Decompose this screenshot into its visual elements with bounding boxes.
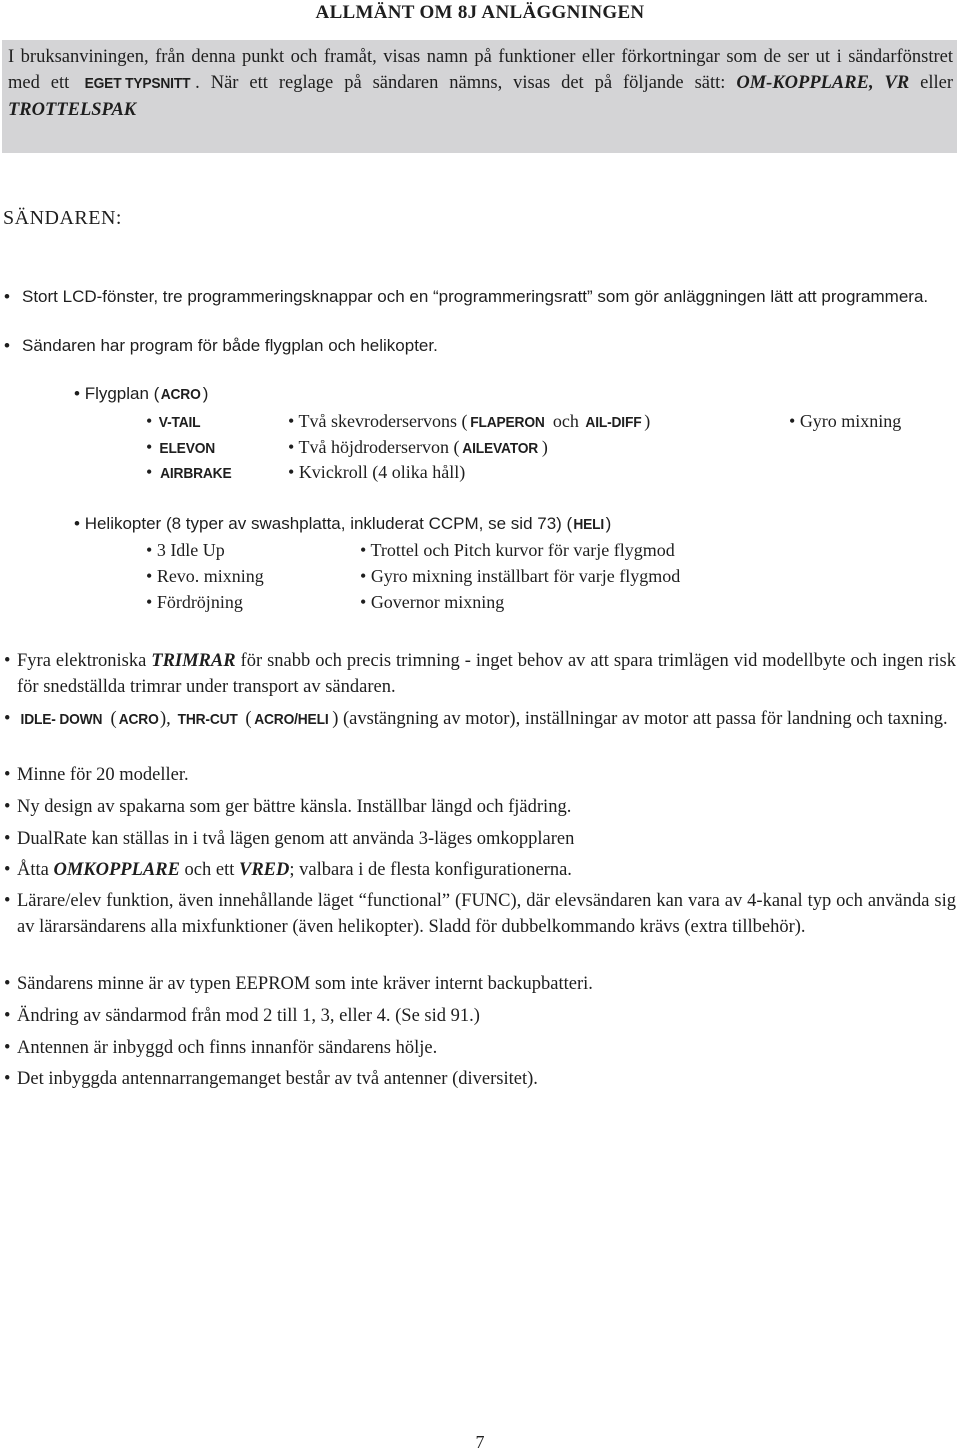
heli-heading: • Helikopter (8 typer av swashplatta, inkluderat CCPM, se sid 73) (HELI) [74,514,612,533]
intro-paragraph [8,44,953,123]
page-title: ALLMÄNT OM 8J ANLÄGGNINGEN [315,2,645,23]
list-item-text: Lärare/elev funktion, även innehållande läget “functional” (FUNC), där elevsändaren kan vara av 4-kanal typ och använda sig av lärarsändarens alla mixfunktioner (även helikopter). Sladd för dubbelkommando krävs (extra tillbehör). [17,891,956,937]
list-item [4,794,956,820]
intro-text-3: eller [909,73,954,93]
page-number: 7 [475,1432,485,1452]
airplane-feature: • ELEVON [146,437,215,457]
airplane-feature: • Kvickroll (4 olika håll) [288,462,466,482]
bullet-icon: • [4,336,10,355]
bullet-icon: • [288,437,295,457]
list-item [4,762,956,788]
list-item-text: Det inbyggda antennarrangemanget består av två antenner (diversitet). [17,1069,538,1089]
bullet-icon: • [146,437,153,457]
list-item [4,888,956,940]
list-item [4,971,956,997]
list-item-text: Fyra elektroniska TRIMRAR för snabb och precis trimning - inget behov av att spara trimlägen vid modellbyte och ingen risk för snedställda trimrar under transport av sändaren. [17,651,957,697]
bullet-icon: • [4,891,11,911]
bullet-icon: • [146,566,153,586]
bullet-icon: • [4,651,11,671]
airplane-feature: • Två höjdroderservon ( AILEVATOR ) [288,437,548,457]
bullet-icon: • [74,384,80,403]
list-item [4,1003,956,1029]
heli-feature: • Trottel och Pitch kurvor för varje flygmod [360,540,675,560]
font-term: EGET TYPSNITT [84,75,191,92]
bullet-icon: • [4,709,11,729]
list-item-text: Stort LCD-fönster, tre programmeringsknappar och en “programmeringsratt” som gör anläggningen lätt att programmera. [22,287,929,306]
bullet-icon: • [4,287,10,306]
bullet-icon: • [4,1069,11,1089]
heli-feature: • Governor mixning [360,592,505,612]
acro-term: ACRO [161,386,201,403]
stick-term: TROTTELSPAK [8,100,137,120]
section-heading: SÄNDAREN: [3,207,122,229]
bullet-icon: • [4,829,11,849]
bullet-icon: • [360,540,367,560]
bullet-icon: • [146,411,153,431]
switch-term: OM-KOPPLARE, VR [736,73,910,93]
bullet-icon: • [74,514,80,533]
bullet-icon: • [4,1006,11,1026]
airplane-feature: • V-TAIL [146,411,201,431]
airplane-feature: • AIRBRAKE [146,462,232,482]
heli-term: HELI [573,516,605,533]
bullet-icon: • [4,1038,11,1058]
list-item [4,706,956,733]
bullet-icon: • [146,592,153,612]
bullet-icon: • [4,974,11,994]
list-item [4,333,956,359]
airplane-feature: • Gyro mixning [789,411,902,431]
list-item-text: DualRate kan ställas in i två lägen genom att använda 3-läges omkopplaren [17,829,575,849]
heli-feature: • Revo. mixning [146,566,264,586]
bullet-icon: • [288,462,295,482]
bullet-icon: • [288,411,295,431]
list-item-text: Minne för 20 modeller. [17,765,189,785]
list-item-text: Ny design av spakarna som ger bättre känsla. Inställbar längd och fjädring. [17,797,572,817]
list-item [4,1066,956,1092]
intro-text-1: I bruksanviningen, från denna punkt och framåt, visas namn på funktioner eller förkortningar som de ser ut i sändarfönstret med ett [8,47,953,93]
airplane-feature: • Två skevroderservons ( FLAPERON och AIL-DIFF ) [288,411,651,431]
list-item [4,284,954,310]
bullet-icon: • [146,462,153,482]
intro-text-2: . När ett reglage på sändaren nämns, visas det på följande sätt: [195,73,737,93]
list-item-text: Ändring av sändarmod från mod 2 till 1, 3, eller 4. (Se sid 91.) [17,1006,480,1026]
list-item-text: Åtta OMKOPPLARE och ett VRED; valbara i de flesta konfigurationerna. [17,860,572,880]
list-item [4,826,956,852]
list-item-text: Sändaren har program för både flygplan och helikopter. [22,336,438,355]
list-item [4,648,956,700]
list-item-text: Antennen är inbyggd och finns innanför sändarens hölje. [17,1038,438,1058]
bullet-icon: • [146,540,153,560]
bullet-icon: • [4,860,11,880]
intro-box [2,40,957,153]
heli-feature: • Gyro mixning inställbart för varje flygmod [360,566,681,586]
airplane-heading: • Flygplan ( ACRO ) [74,384,209,403]
bullet-icon: • [4,765,11,785]
heli-feature: • Fördröjning [146,592,243,612]
bullet-icon: • [360,592,367,612]
list-item-text: Sändarens minne är av typen EEPROM som inte kräver internt backupbatteri. [17,974,593,994]
list-item [4,857,956,883]
list-item [4,1035,956,1061]
bullet-icon: • [4,797,11,817]
bullet-icon: • [789,411,796,431]
list-item-text: IDLE- DOWN ( ACRO), THR-CUT ( ACRO/HELI ) (avstängning av motor), inställningar av motor att passa för landning och taxning. [20,709,948,729]
heli-feature: • 3 Idle Up [146,540,225,560]
bullet-icon: • [360,566,367,586]
